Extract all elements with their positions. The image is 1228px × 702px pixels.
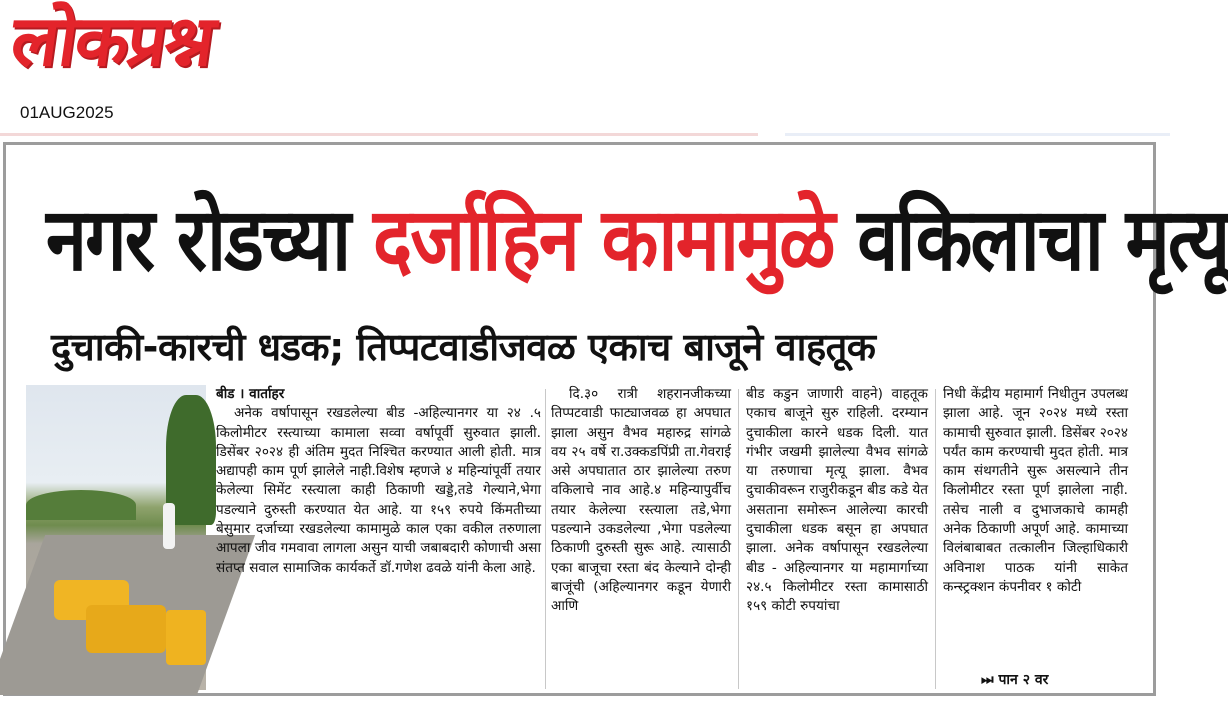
photo-barrier [166, 610, 206, 665]
headline-part-3: वकिलाचा मृत्यू [833, 189, 1228, 291]
photo-treeline [26, 490, 136, 520]
masthead [0, 0, 1170, 140]
column-4-text: निधी केंद्रीय महामार्ग निधीतुन उपलब्ध झाला आहे. जून २०२४ मध्ये रस्ता कामाची सुरुवात झाली. डिसेंबर २०२४ पर्यंत काम करण्याची मुदत होती. मात्र काम संथगतीने सुरू असल्याने तीन किलोमीटर रस्ता पूर्ण झालेला नाही. तसेच नाली व दुभाजकाचे कामही अनेक ठिकाणी अपूर्ण आहे. कामाच्या विलंबाबाबत तत्कालीन जिल्हाधिकारी अविनाश पाठक यांनी साकेत कन्स्ट्रक्शन कंपनीवर १ कोटी [943, 386, 1128, 595]
dateline: बीड । वार्ताहर [216, 386, 285, 402]
edition-date: 01AUG2025 [20, 103, 114, 122]
column-3-text: बीड कडुन जाणारी वाहने) वाहतूक एकाच बाजूने सुरु राहिली. दरम्यान दुचाकीला कारने धडक दिली. यात गंभीर जखमी झालेल्या वैभव सांगळे या तरुणाचा मृत्यू झाला. वैभव दुचाकीवरून राजुरीकडून बीड कडे येत असताना समोरून आलेल्या कारची दुचाकीला धडक बसून हा अपघात झाला. अनेक वर्षापासून रखडलेल्या बीड - अहिल्यानगर या महामार्गाच्या २४.५ किलोमीटर रस्ता कामासाठी १५९ कोटी रुपयांचा [746, 386, 928, 615]
news-clipping [3, 142, 1228, 696]
continued-on-page-2: ⏭ पान २ वर [981, 672, 1049, 688]
headline [46, 175, 1228, 305]
column-divider [738, 389, 739, 689]
headline-part-1: नगर रोडच्या [46, 189, 373, 291]
divider-right [785, 133, 1170, 136]
article-column-1 [216, 385, 541, 578]
newspaper-logo: लोकप्रश्न [6, 0, 219, 82]
divider-left [0, 133, 758, 136]
column-2-text: दि.३० रात्री शहरानजीकच्या तिप्पटवाडी फाट्याजवळ हा अपघात झाला असुन वैभव महारुद्र सांगळे वय २५ वर्षे रा.उक्कडपिंप्री ता.गेवराई असे अपघातात ठार झालेल्या तरुण वकिलाचे नाव आहे.४ महिन्यापुर्वीच तयार केलेल्या रस्त्याला तडे,भेगा पडल्याने उकडलेल्या ,भेगा पडलेल्या ठिकाणी दुरुस्ती सुरू आहे. त्यासाठी एका बाजूचा रस्ता बंद केल्याने दोन्ही बाजूंची (अहिल्यानगर कडून येणारी आणि [551, 386, 731, 615]
photo-barrier [86, 605, 166, 653]
article-column-2 [551, 385, 731, 617]
column-1-text: अनेक वर्षापासून रखडलेल्या बीड -अहिल्यानगर या २४ .५ किलोमीटर रस्त्याच्या कामाला सव्वा वर्षापूर्वी सुरुवात झाली. डिसेंबर २०२४ ही अंतिम मुदत निश्चित करण्यात आली होती. मात्र अद्यापही काम पूर्ण झालेले नाही.विशेष म्हणजे ४ महिन्यांपूर्वी तयार केलेल्या सिमेंट रस्त्याला काही ठिकाणी खड्डे,तडे गेल्याने,भेगा पडल्याने दुरुस्ती करण्यात येत आहे. या १५९ रुपये किंमतीच्या बेसुमार दर्जाच्या रखडलेल्या कामामुळे काल एका वकील तरुणाला आपला जीव गमवावा लागला असुन याची जबाबदारी कोणाची असा संतप्त सवाल सामाजिक कार्यकर्ते डॉ.गणेश ढवळे यांनी केला आहे. [216, 405, 541, 576]
headline-part-2: दर्जाहिन कामामुळे [372, 189, 834, 291]
column-divider [935, 389, 936, 689]
road-construction-photo [26, 385, 206, 690]
column-divider [545, 389, 546, 689]
article-column-4 [943, 385, 1128, 597]
photo-person [163, 503, 175, 549]
article-column-3 [746, 385, 928, 617]
subheadline: दुचाकी-कारची धडक; तिप्पटवाडीजवळ एकाच बाजूने वाहतूक [51, 325, 876, 369]
